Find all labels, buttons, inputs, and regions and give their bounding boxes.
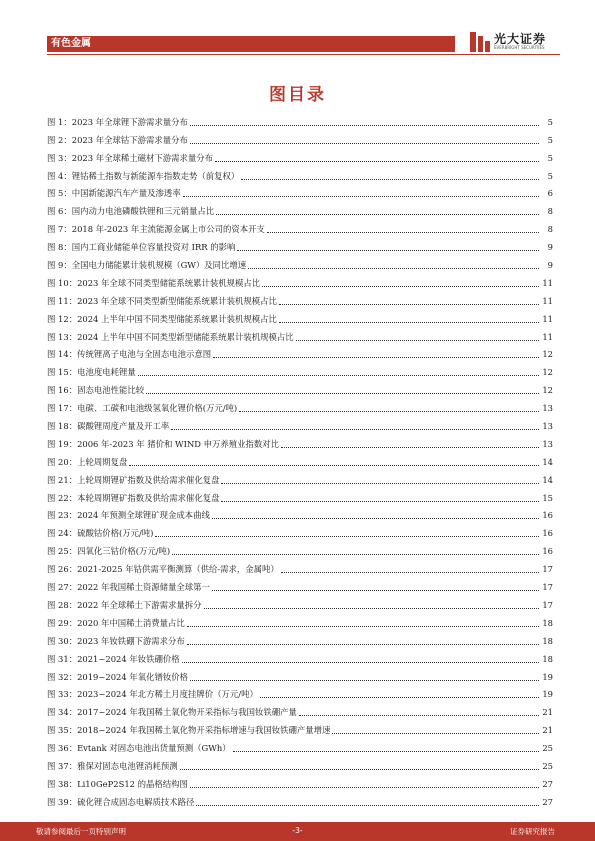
toc-entry[interactable] [47, 665, 553, 683]
brand-subtitle: EVERBRIGHT SECURITIES [494, 45, 545, 50]
toc-entry-label[interactable]: 图 26：2021-2025 年钴供需平衡测算（供给-需求，金属吨） [47, 564, 279, 575]
toc-entry[interactable] [47, 360, 553, 378]
toc-entry-label[interactable]: 图 39：硫化锂合成固态电解质技术路径 [47, 796, 195, 807]
toc-entry[interactable] [47, 199, 553, 217]
toc-entry[interactable] [47, 146, 553, 164]
toc-entry-page[interactable]: 5 [547, 116, 553, 127]
toc-entry-page[interactable]: 21 [542, 725, 553, 736]
toc-entry[interactable] [47, 468, 553, 486]
toc-entry-label[interactable]: 图 11：2023 年全球不同类型新型储能系统累计装机规模占比 [47, 295, 277, 306]
toc-entry-page[interactable]: 5 [547, 170, 553, 181]
toc-entry-page[interactable]: 15 [542, 492, 553, 503]
toc-entry[interactable] [47, 450, 553, 468]
page-footer [0, 822, 595, 841]
toc-dot-leader [204, 607, 539, 609]
toc-entry-label[interactable]: 图 24：硫酸钴价格(万元/吨) [47, 528, 154, 539]
toc-entry-page[interactable]: 19 [542, 689, 553, 700]
toc-entry-label[interactable]: 图 19：2006 年-2023 年 猪价和 WIND 申万养殖业指数对比 [47, 438, 280, 449]
toc-entry-page[interactable]: 9 [547, 260, 553, 271]
toc-entry-label[interactable]: 图 14：传统锂离子电池与全固态电池示意图 [47, 349, 212, 360]
toc-entry[interactable] [47, 307, 553, 325]
toc-dot-leader [237, 249, 539, 251]
toc-entry-label[interactable]: 图 3：2023 年全球稀土磁材下游需求量分布 [47, 152, 213, 163]
toc-entry-page[interactable]: 11 [542, 313, 553, 324]
toc-entry-label[interactable]: 图 12：2024 上半年中国不同类型储能系统累计装机规模占比 [47, 313, 277, 324]
toc-dot-leader [190, 679, 539, 681]
toc-entry-label[interactable]: 图 28：2022 年全球稀土下游需求量拆分 [47, 599, 202, 610]
toc-entry-page[interactable]: 12 [542, 367, 553, 378]
toc-entry[interactable] [47, 414, 553, 432]
toc-entry[interactable] [47, 718, 553, 736]
toc-entry-page[interactable]: 17 [542, 582, 553, 593]
footer-disclaimer: 敬请参阅最后一页特别声明 [36, 827, 126, 836]
toc-entry-page[interactable]: 8 [547, 206, 553, 217]
page-title: 图目录 [269, 85, 326, 105]
toc-entry-page[interactable]: 13 [542, 403, 553, 414]
toc-entry-page[interactable]: 18 [542, 653, 553, 664]
toc-entry-page[interactable]: 27 [542, 796, 553, 807]
toc-entry[interactable] [47, 736, 553, 754]
toc-entry-label[interactable]: 图 35：2018~2024 年我国稀土氧化物开采指标增速与我国钕铁硼产量增速 [47, 725, 331, 736]
toc-entry-page[interactable]: 11 [542, 277, 553, 288]
toc-entry[interactable] [47, 647, 553, 665]
toc-entry-label[interactable]: 图 30：2023 年钕铁硼下游需求分布 [47, 635, 185, 646]
toc-entry[interactable] [47, 700, 553, 718]
toc-dot-leader [187, 625, 539, 627]
toc-entry-label[interactable]: 图 32：2019~2024 年氧化镨钕价格 [47, 671, 189, 682]
toc-dot-leader [221, 482, 539, 484]
toc-entry[interactable] [47, 325, 553, 343]
toc-dot-leader [279, 321, 539, 323]
toc-dot-leader [190, 786, 539, 788]
toc-dot-leader [212, 589, 539, 591]
toc-entry[interactable] [47, 683, 553, 701]
toc-entry-page[interactable]: 14 [542, 456, 553, 467]
toc-entry[interactable] [47, 378, 553, 396]
footer-report-type: 证券研究报告 [510, 827, 555, 836]
toc-dot-leader [241, 178, 539, 180]
toc-dot-leader [180, 768, 539, 770]
brand-logo-mark-icon [470, 32, 490, 52]
toc-dot-leader [213, 356, 539, 358]
toc-entry-page[interactable]: 5 [547, 152, 553, 163]
table-of-figures [47, 110, 553, 808]
toc-dot-leader [267, 231, 539, 233]
toc-entry[interactable] [47, 521, 553, 539]
toc-entry[interactable] [47, 110, 553, 128]
toc-entry-label[interactable]: 图 29：2020 年中国稀土消费量占比 [47, 617, 185, 628]
toc-entry-page[interactable]: 9 [547, 242, 553, 253]
toc-dot-leader [332, 732, 539, 734]
toc-dot-leader [146, 392, 539, 394]
toc-dot-leader [296, 339, 539, 341]
toc-dot-leader [190, 124, 539, 126]
toc-entry[interactable] [47, 593, 553, 611]
toc-dot-leader [281, 446, 539, 448]
toc-dot-leader [262, 285, 539, 287]
toc-entry[interactable] [47, 432, 553, 450]
brand-name: 光大证券 [494, 32, 547, 46]
toc-entry-page[interactable]: 6 [547, 188, 553, 199]
toc-dot-leader [239, 410, 539, 412]
toc-entry[interactable] [47, 772, 553, 790]
toc-dot-leader [212, 517, 539, 519]
toc-entry-label[interactable]: 图 17：电碳、工碳和电池级氢氧化锂价格(万元/吨) [47, 403, 238, 414]
toc-entry-page[interactable]: 13 [542, 421, 553, 432]
toc-entry-page[interactable]: 5 [547, 134, 553, 145]
page-header [0, 0, 595, 56]
toc-entry-label[interactable]: 图 15：电池度电耗锂量 [47, 367, 136, 378]
toc-entry-page[interactable]: 25 [542, 760, 553, 771]
toc-dot-leader [260, 696, 539, 698]
toc-entry[interactable] [47, 557, 553, 575]
toc-dot-leader [171, 428, 539, 430]
toc-entry[interactable] [47, 539, 553, 557]
toc-entry-page[interactable]: 18 [542, 635, 553, 646]
toc-entry[interactable] [47, 504, 553, 522]
toc-entry-label[interactable]: 图 13：2024 上半年中国不同类型新型储能系统累计装机规模占比 [47, 331, 294, 342]
toc-entry-page[interactable]: 11 [542, 295, 553, 306]
toc-entry-label[interactable]: 图 20：上轮周期复盘 [47, 456, 128, 467]
toc-entry-label[interactable]: 图 36：Evtank 对固态电池出货量预测（GWh） [47, 743, 231, 754]
page-number: -3- [292, 826, 303, 835]
toc-entry-page[interactable]: 18 [542, 617, 553, 628]
toc-entry-page[interactable]: 11 [542, 331, 553, 342]
toc-dot-leader [129, 464, 539, 466]
toc-entry[interactable] [47, 575, 553, 593]
toc-entry-label[interactable]: 图 1：2023 年全球锂下游需求量分布 [47, 116, 188, 127]
toc-entry-page[interactable]: 16 [542, 546, 553, 557]
toc-entry-page[interactable]: 21 [542, 707, 553, 718]
toc-dot-leader [215, 160, 539, 162]
brand-logo [470, 30, 560, 56]
toc-entry[interactable] [47, 182, 553, 200]
toc-entry-page[interactable]: 27 [542, 778, 553, 789]
toc-entry-label[interactable]: 图 18：碳酸锂周度产量及开工率 [47, 421, 170, 432]
toc-entry[interactable] [47, 128, 553, 146]
toc-entry[interactable] [47, 343, 553, 361]
toc-entry-label[interactable]: 图 9：全国电力储能累计装机规模（GW）及同比增速 [47, 260, 247, 271]
toc-entry[interactable] [47, 235, 553, 253]
toc-entry-label[interactable]: 图 22：本轮周期锂矿指数及供给需求催化复盘 [47, 492, 220, 503]
toc-entry-label[interactable]: 图 33：2023~2024 年北方稀土月度挂牌价（万元/吨） [47, 689, 258, 700]
toc-entry-label[interactable]: 图 38：Li10GeP2S12 的晶格结构图 [47, 778, 188, 789]
toc-entry[interactable] [47, 754, 553, 772]
toc-entry-page[interactable]: 16 [542, 510, 553, 521]
toc-entry-label[interactable]: 图 34：2017~2024 年我国稀土氧化物开采指标与我国钕铁硼产量 [47, 707, 297, 718]
toc-entry-label[interactable]: 图 27：2022 年我国稀土资源储量全球第一 [47, 582, 210, 593]
toc-entry[interactable] [47, 629, 553, 647]
toc-entry-label[interactable]: 图 37：雅保对固态电池锂消耗预测 [47, 760, 178, 771]
toc-entry[interactable] [47, 289, 553, 307]
toc-dot-leader [279, 303, 539, 305]
toc-entry-page[interactable]: 13 [542, 438, 553, 449]
section-tag: 有色金属 [47, 36, 455, 52]
toc-entry-label[interactable]: 图 16：固态电池性能比较 [47, 385, 145, 396]
toc-dot-leader [221, 500, 539, 502]
toc-dot-leader [299, 714, 539, 716]
toc-entry-label[interactable]: 图 31：2021~2024 年钕铁硼价格 [47, 653, 180, 664]
toc-dot-leader [190, 142, 539, 144]
toc-dot-leader [196, 804, 539, 806]
toc-entry-label[interactable]: 图 25：四氧化三钴价格(万元/吨) [47, 546, 171, 557]
toc-entry[interactable] [47, 790, 553, 808]
toc-entry-label[interactable]: 图 10：2023 年全球不同类型储能系统累计装机规模占比 [47, 277, 261, 288]
toc-entry-page[interactable]: 16 [542, 528, 553, 539]
toc-dot-leader [182, 661, 539, 663]
toc-entry-label[interactable]: 图 2：2023 年全球钴下游需求量分布 [47, 134, 188, 145]
toc-dot-leader [172, 553, 539, 555]
toc-entry-page[interactable]: 14 [542, 474, 553, 485]
toc-dot-leader [183, 195, 539, 197]
toc-entry[interactable] [47, 271, 553, 289]
toc-entry-label[interactable]: 图 8：国内工商业储能单位容量投资对 IRR 的影响 [47, 242, 236, 253]
toc-entry-label[interactable]: 图 4：锂钴稀土指数与新能源车指数走势（前复权） [47, 170, 240, 181]
toc-entry-page[interactable]: 19 [542, 671, 553, 682]
toc-dot-leader [187, 643, 539, 645]
toc-dot-leader [138, 374, 539, 376]
toc-dot-leader [281, 571, 539, 573]
toc-entry[interactable] [47, 396, 553, 414]
toc-entry-label[interactable]: 图 5：中国新能源汽车产量及渗透率 [47, 188, 181, 199]
header-divider [47, 54, 560, 55]
toc-dot-leader [216, 213, 539, 215]
toc-entry[interactable] [47, 611, 553, 629]
toc-entry-page[interactable]: 12 [542, 349, 553, 360]
toc-dot-leader [155, 535, 539, 537]
toc-entry-page[interactable]: 8 [547, 224, 553, 235]
toc-entry-label[interactable]: 图 21：上轮周期锂矿指数及供给需求催化复盘 [47, 474, 220, 485]
toc-entry[interactable] [47, 217, 553, 235]
toc-entry-label[interactable]: 图 23：2024 年预测全球锂矿现金成本曲线 [47, 510, 210, 521]
toc-entry[interactable] [47, 253, 553, 271]
toc-entry-page[interactable]: 25 [542, 743, 553, 754]
toc-entry-page[interactable]: 17 [542, 599, 553, 610]
toc-dot-leader [248, 267, 539, 269]
toc-entry[interactable] [47, 164, 553, 182]
toc-entry-label[interactable]: 图 7：2018 年-2023 年主流能源金属上市公司的资本开支 [47, 224, 265, 235]
toc-entry-page[interactable]: 12 [542, 385, 553, 396]
toc-entry[interactable] [47, 486, 553, 504]
toc-dot-leader [233, 750, 539, 752]
toc-entry-label[interactable]: 图 6：国内动力电池磷酸铁锂和三元销量占比 [47, 206, 215, 217]
toc-entry-page[interactable]: 17 [542, 564, 553, 575]
